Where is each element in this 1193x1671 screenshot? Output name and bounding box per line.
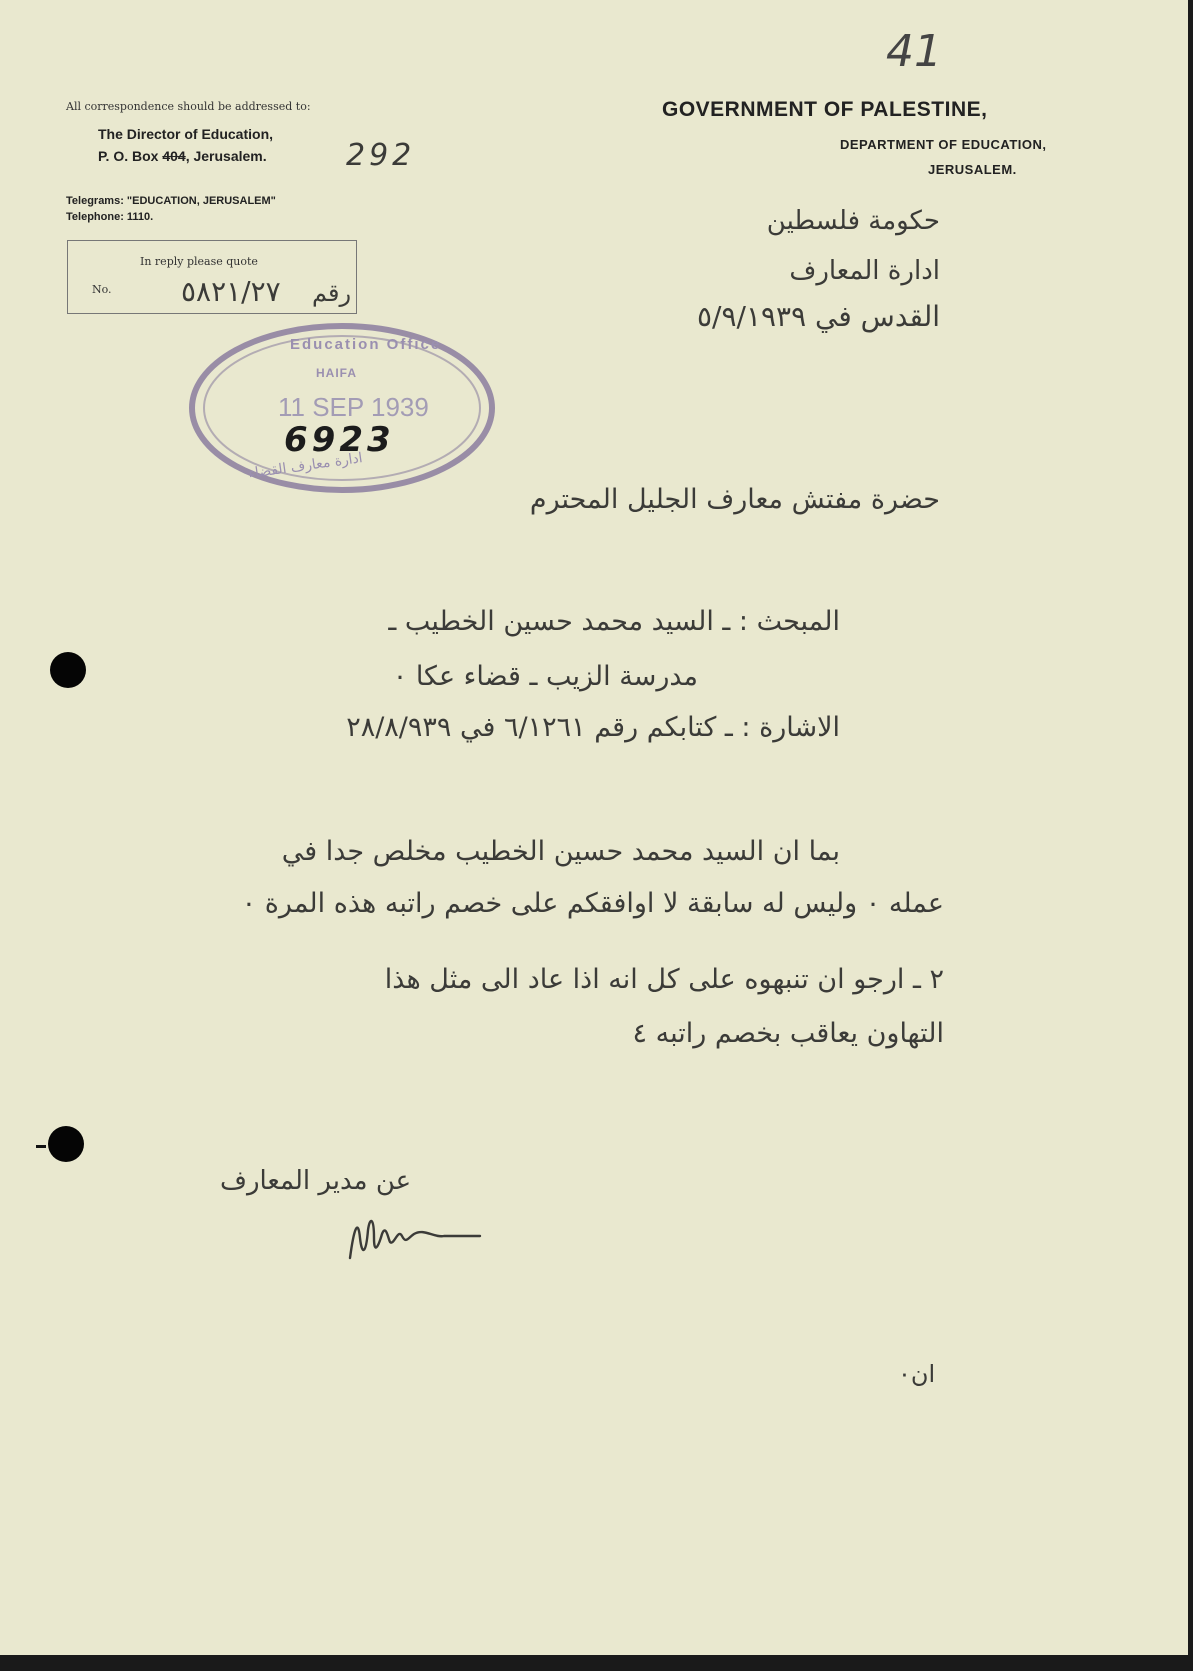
po-box-struck: 404	[162, 148, 186, 164]
correspondence-note: All correspondence should be addressed to:	[66, 100, 311, 113]
body-para1-line2: عمله ٠ وليس له سابقة لا اوافقكم على خصم راتبه هذه المرة ٠	[241, 888, 944, 919]
stamp-city: HAIFA	[316, 366, 357, 380]
reply-no-label: No.	[92, 283, 112, 296]
director-line: The Director of Education,	[98, 126, 274, 142]
body-para2-line2: التهاون يعاقب بخصم راتبه ٤	[632, 1018, 944, 1049]
scan-border-right	[1188, 0, 1193, 1671]
signature-initials: ان٠	[898, 1360, 936, 1388]
reply-arabic-label: رقم	[312, 279, 352, 307]
addressee: حضرة مفتش معارف الجليل المحترم	[529, 484, 940, 515]
punch-hole-bottom	[48, 1126, 84, 1162]
po-box-suffix: , Jerusalem.	[185, 148, 267, 164]
subject-line-1: المبحث : ـ السيد محمد حسين الخطيب ـ	[388, 606, 840, 637]
arabic-department: ادارة المعارف	[789, 256, 940, 286]
reply-number: ٥٨٢١/٢٧	[181, 275, 281, 308]
city-title: JERUSALEM.	[928, 162, 1017, 177]
body-para1-line1: بما ان السيد محمد حسين الخطيب مخلص جدا في	[281, 836, 840, 867]
telephone-line: Telephone: 1110.	[66, 211, 154, 223]
punch-hole-top	[50, 652, 86, 688]
signature-title: عن مدير المعارف	[220, 1166, 412, 1196]
handwritten-signature	[344, 1208, 484, 1268]
stamp-date: 11 SEP 1939	[278, 392, 429, 422]
scan-border-bottom	[0, 1655, 1193, 1671]
department-title: DEPARTMENT OF EDUCATION,	[840, 137, 1047, 152]
telegrams-line: Telegrams: "EDUCATION, JERUSALEM"	[66, 195, 276, 207]
subject-reference: الاشارة : ـ كتابكم رقم ٦/١٢٦١ في ٢٨/٨/٩٣٩	[346, 712, 840, 743]
stamp-arabic-text: ادارة معارف القضاء	[247, 450, 364, 482]
stamp-top-text: Education Office	[290, 336, 442, 353]
subject-line-2: مدرسة الزيب ـ قضاء عكا ٠	[392, 661, 698, 692]
page-number: 41	[886, 26, 942, 77]
reply-reference-box	[67, 240, 357, 314]
arabic-government: حكومة فلسطين	[766, 206, 940, 236]
reply-label: In reply please quote	[140, 255, 258, 268]
arabic-date: القدس في ٥/٩/١٩٣٩	[697, 300, 940, 333]
body-para2-line1: ٢ ـ ارجو ان تنبهوه على كل انه اذا عاد الى مثل هذا	[384, 964, 944, 995]
po-box-prefix: P. O. Box	[98, 148, 159, 164]
handwritten-box-number: 292	[346, 138, 416, 173]
received-stamp	[186, 320, 498, 496]
government-title: GOVERNMENT OF PALESTINE,	[662, 98, 988, 121]
punch-dash	[36, 1145, 46, 1148]
po-box-line	[98, 148, 267, 164]
stamp-handwritten-number: 6923	[284, 420, 395, 460]
